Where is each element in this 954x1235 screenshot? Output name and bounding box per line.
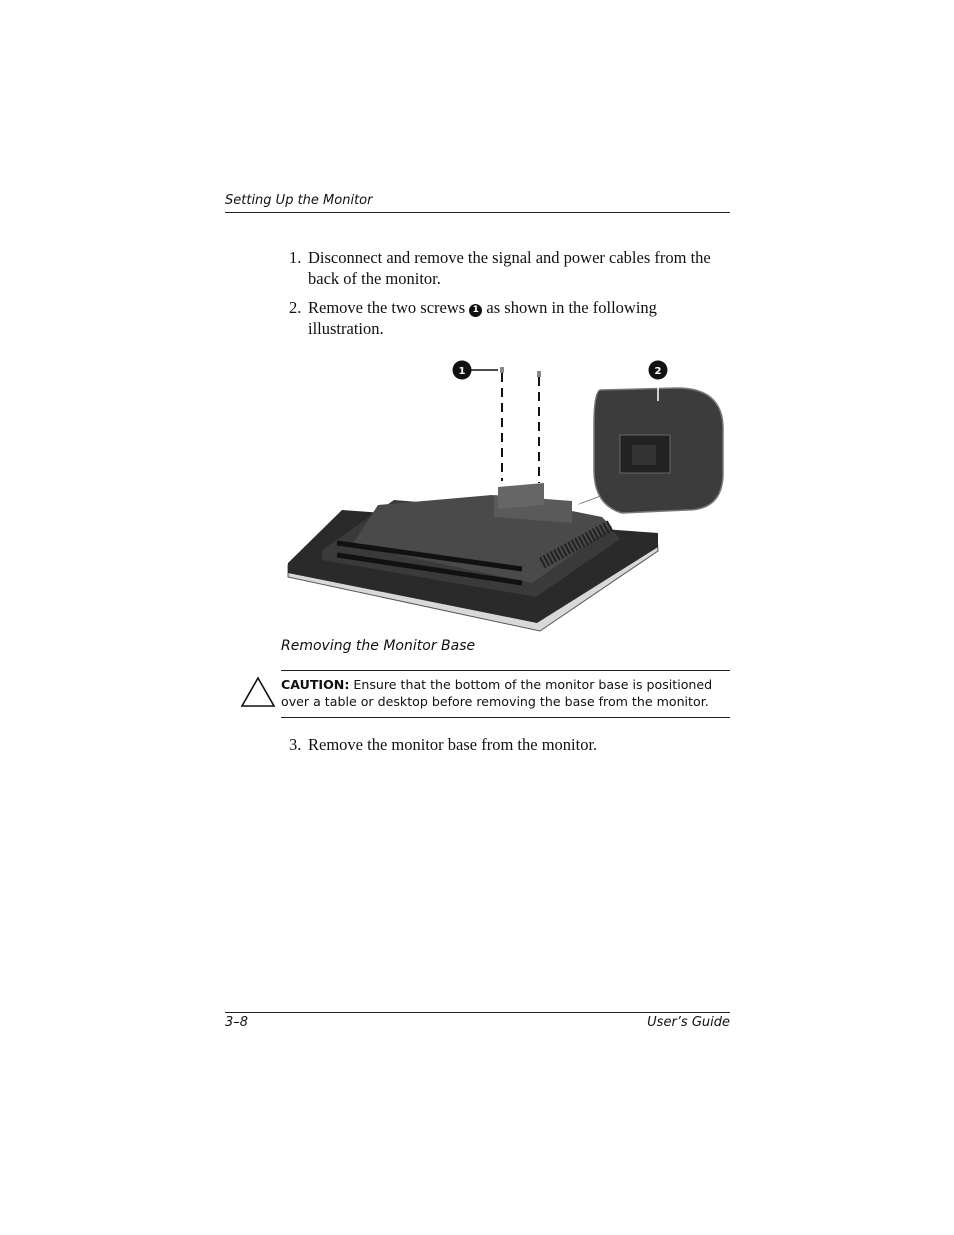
- running-footer: [225, 1012, 730, 1030]
- step-text: [308, 297, 731, 339]
- monitor-base-removal-illustration: [282, 355, 730, 637]
- step-2: [289, 297, 731, 339]
- caution-text-block: [281, 676, 730, 710]
- page-number: 3–8: [225, 1015, 249, 1030]
- step-number: 1.: [289, 248, 302, 267]
- step-3: [289, 734, 731, 755]
- caution-text: Ensure that the bottom of the monitor base is positioned over a table or desktop before removing the base from the monitor.: [281, 677, 713, 709]
- step-text: Remove the monitor base from the monitor.: [308, 735, 598, 754]
- caution-box: [281, 670, 730, 718]
- header-title: Setting Up the Monitor: [225, 193, 373, 208]
- callout-bullet-icon: 1: [469, 304, 482, 317]
- step-number: 2.: [289, 298, 302, 317]
- guide-title: User’s Guide: [647, 1015, 730, 1030]
- step-text-before: Remove the two screws: [308, 298, 466, 317]
- callout-2-label: 2: [654, 366, 662, 377]
- running-header: [225, 191, 730, 213]
- callout-1-label: 1: [458, 366, 466, 377]
- step-text: Disconnect and remove the signal and power cables from the back of the monitor.: [308, 248, 711, 288]
- step-text-after: as shown in the following illustration.: [308, 298, 657, 338]
- step-1: [289, 247, 731, 289]
- warning-triangle-icon: [240, 676, 276, 708]
- figure-caption: Removing the Monitor Base: [281, 638, 476, 654]
- caution-label: CAUTION:: [281, 677, 350, 692]
- step-number: 3.: [289, 735, 302, 754]
